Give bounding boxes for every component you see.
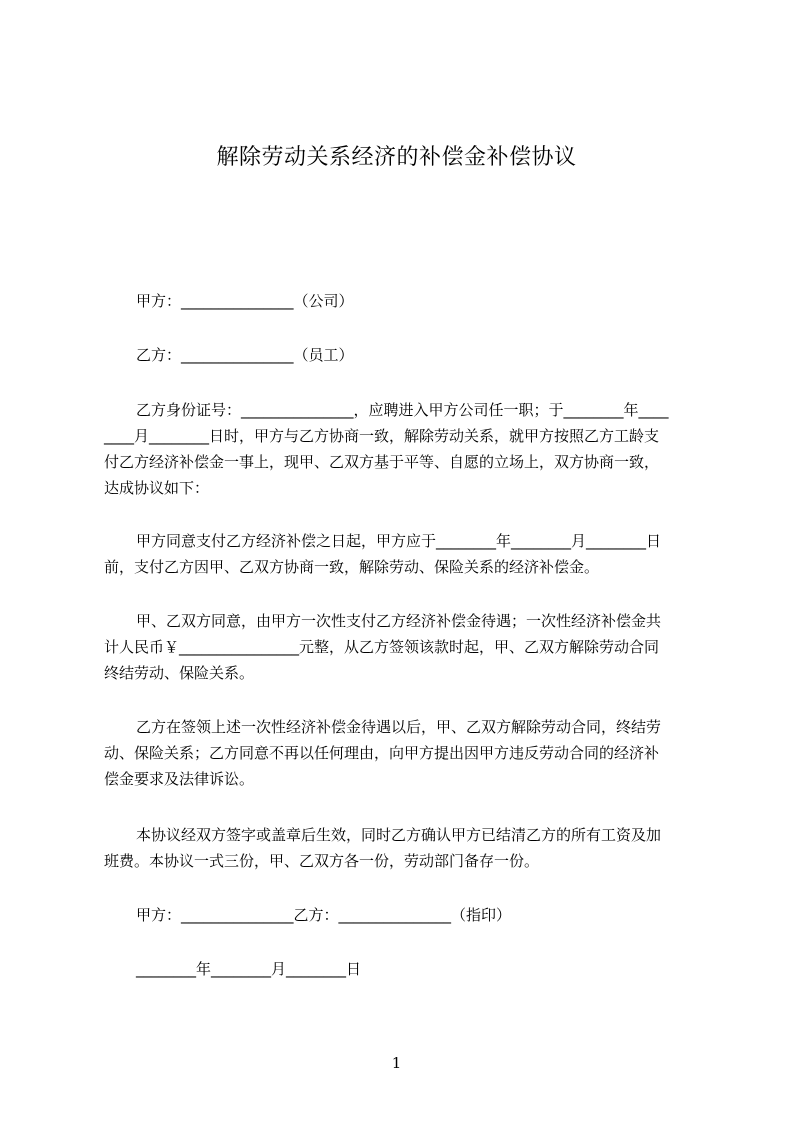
- paragraph-line: 乙方在签领上述一次性经济补偿金待遇以后，甲、乙双方解除劳动合同，终结劳: [136, 718, 662, 736]
- paragraph-line: 终结劳动、保险关系。: [104, 664, 255, 682]
- paragraph-line: ____月________日时，甲方与乙方协商一致，解除劳动关系，就甲方按照乙方工龄支: [104, 427, 660, 445]
- paragraph-waiver: [104, 714, 702, 792]
- paragraph-effectiveness: [104, 822, 702, 874]
- document-title: 解除劳动关系经济的补偿金补偿协议: [216, 145, 577, 170]
- paragraph-line: 班费。本协议一式三份，甲、乙双方各一份，劳动部门备存一份。: [104, 852, 540, 870]
- paragraph-line: 甲方同意支付乙方经济补偿之日起，甲方应于________年________月________日: [136, 532, 662, 550]
- paragraph-line: 付乙方经济补偿金一事上，现甲、乙双方基于平等、自愿的立场上，双方协商一致，: [104, 453, 660, 471]
- party-b-line: 乙方：_______________（员工）: [136, 346, 354, 364]
- paragraph-line: 动、保险关系；乙方同意不再以任何理由，向甲方提出因甲方违反劳动合同的经济补: [104, 744, 660, 762]
- paragraph-id-and-employment: [104, 397, 702, 501]
- paragraph-line: 偿金要求及法律诉讼。: [104, 770, 255, 788]
- page-number: 1: [391, 1054, 402, 1072]
- paragraph-line: 达成协议如下：: [104, 479, 210, 497]
- paragraph-line: 计人民币￥________________元整，从乙方签领该款时起，甲、乙双方解除劳动合同: [104, 638, 660, 656]
- paragraph-line: 甲、乙双方同意，由甲方一次性支付乙方经济补偿金待遇；一次性经济补偿金共: [136, 612, 662, 630]
- paragraph-compensation-amount: [104, 608, 702, 686]
- paragraph-line: 前，支付乙方因甲、乙双方协商一致，解除劳动、保险关系的经济补偿金。: [104, 558, 600, 576]
- paragraph-payment-deadline: [104, 528, 702, 580]
- party-a-line: 甲方：_______________（公司）: [136, 292, 354, 310]
- paragraph-line: 本协议经双方签字或盖章后生效，同时乙方确认甲方已结清乙方的所有工资及加: [136, 826, 662, 844]
- paragraph-line: 乙方身份证号：_______________，应聘进入甲方公司任一职；于________年____: [136, 401, 669, 419]
- date-line: ________年________月________日: [136, 960, 362, 978]
- signature-line: 甲方：_______________乙方：_______________（指印）: [136, 906, 512, 924]
